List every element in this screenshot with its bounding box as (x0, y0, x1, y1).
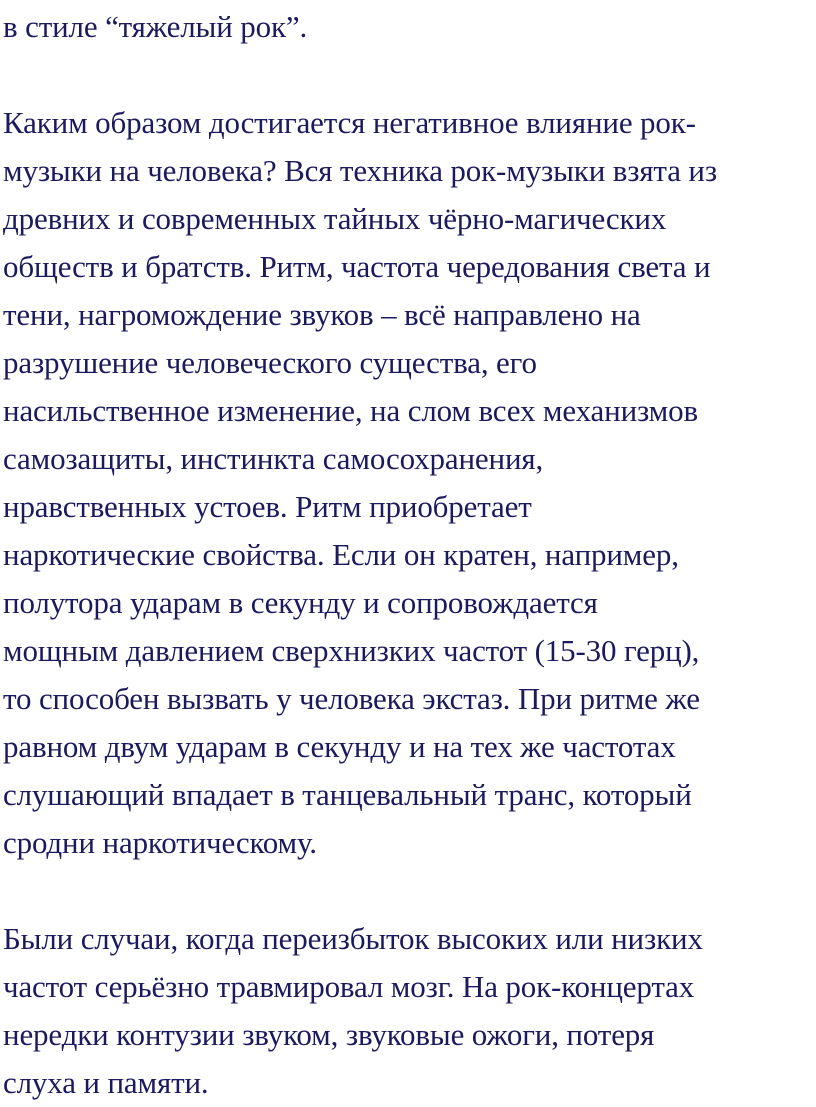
text-line: Были случаи, когда переизбыток высоких или низких (3, 921, 703, 956)
text-line: самозащиты, инстинкта самосохранения, (3, 441, 544, 476)
text-line: обществ и братств. Ритм, частота чередования света и (3, 249, 711, 284)
text-line: слушающий впадает в танцевальный транс, который (3, 777, 692, 812)
text-line: тени, нагромождение звуков – всё направлено на (3, 297, 641, 332)
text-line: наркотические свойства. Если он кратен, например, (3, 537, 679, 572)
text-line: музыки на человека? Вся техника рок-музыки взята из (3, 153, 717, 188)
text-line: в стиле “тяжелый рок”. (3, 9, 308, 44)
text-line: нередки контузии звуком, звуковые ожоги, потеря (3, 1017, 655, 1052)
paragraph-hearing-damage (3, 915, 816, 1107)
text-line: слуха и памяти. (3, 1065, 209, 1100)
text-line: разрушение человеческого существа, его (3, 345, 537, 380)
text-line: Каким образом достигается негативное влияние рок- (3, 105, 696, 140)
paragraph-gap (3, 51, 816, 99)
text-line: сродни наркотическому. (3, 825, 317, 860)
paragraph-rock-influence (3, 99, 816, 867)
text-line: полутора ударам в секунду и сопровождается (3, 585, 598, 620)
text-line: насильственное изменение, на слом всех механизмов (3, 393, 698, 428)
paragraph-style-intro (3, 3, 816, 51)
paragraph-gap (3, 867, 816, 915)
text-line: древних и современных тайных чёрно-магических (3, 201, 667, 236)
text-line: нравственных устоев. Ритм приобретает (3, 489, 532, 524)
text-line: мощным давлением сверхнизких частот (15-30 герц), (3, 633, 700, 668)
text-line: равном двум ударам в секунду и на тех же частотах (3, 729, 676, 764)
text-line: то способен вызвать у человека экстаз. При ритме же (3, 681, 700, 716)
text-line: частот серьёзно травмировал мозг. На рок-концертах (3, 969, 695, 1004)
